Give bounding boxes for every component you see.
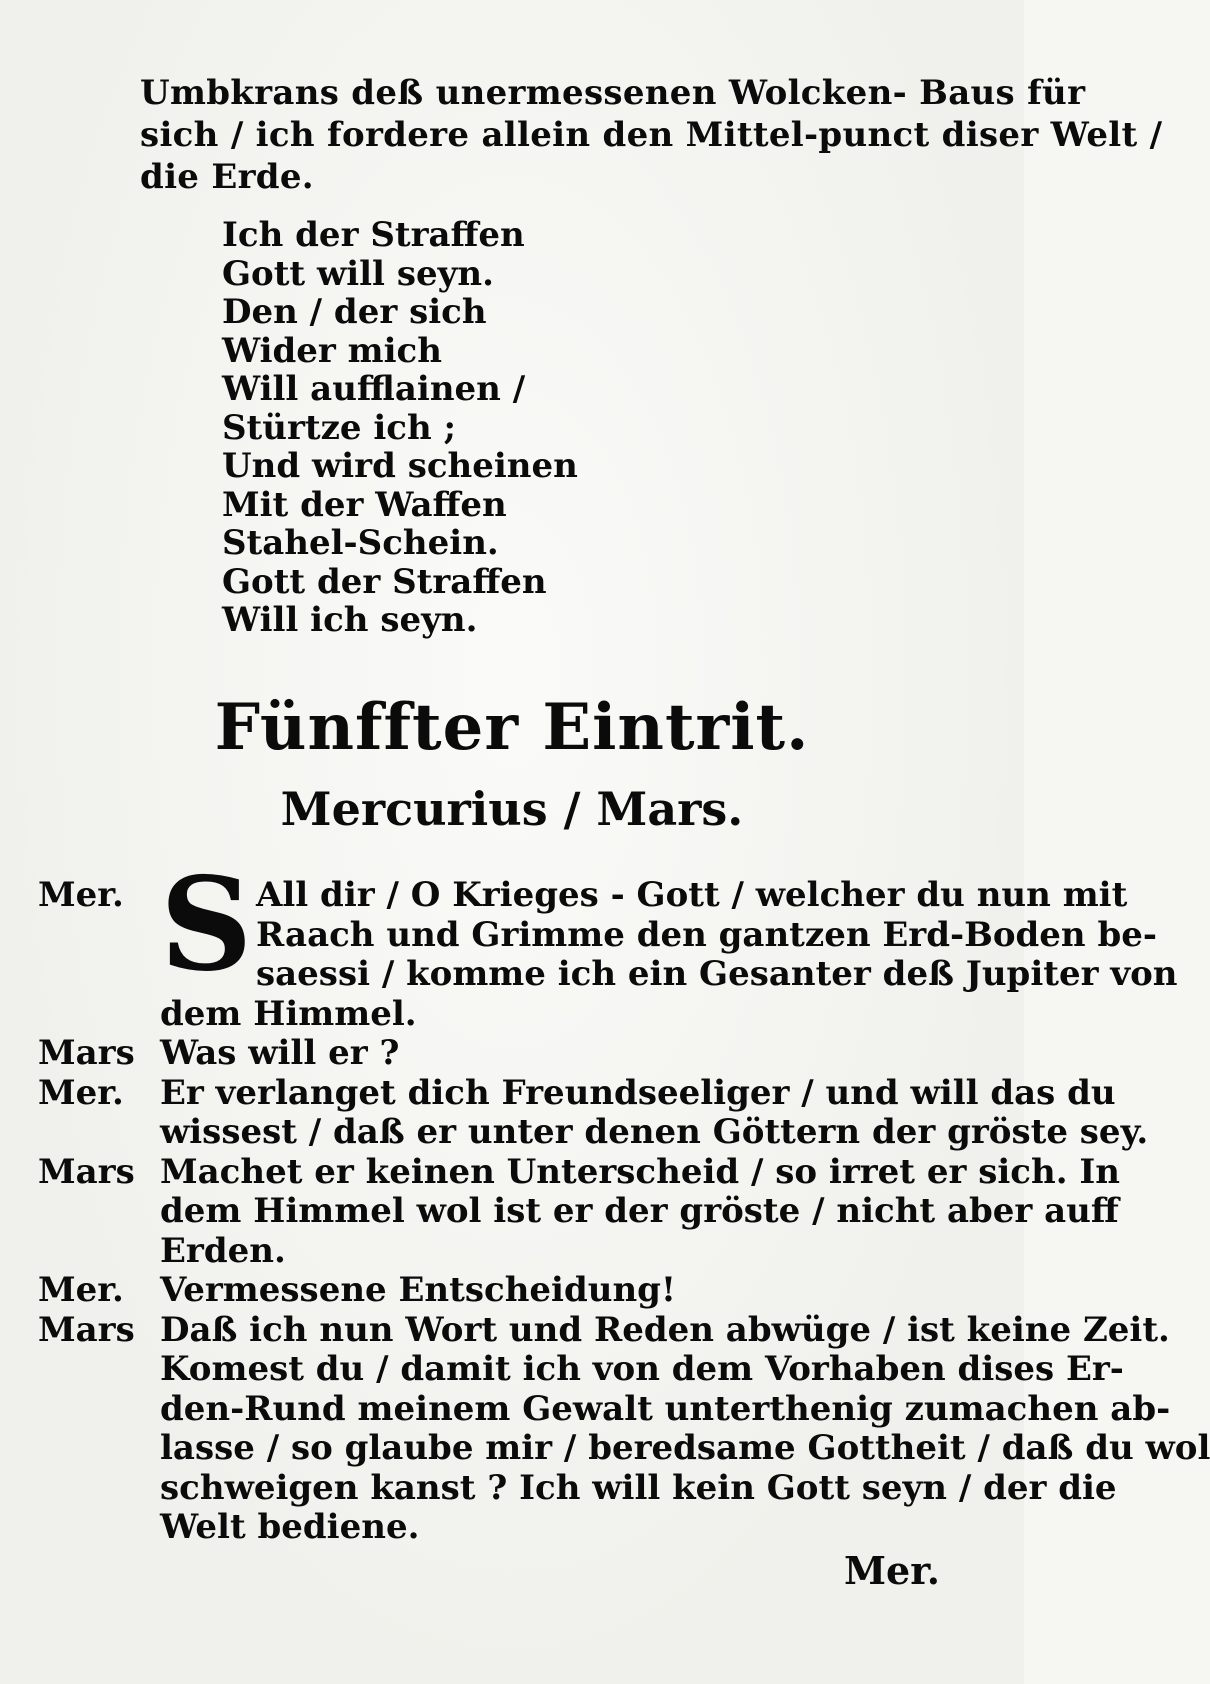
- speech-text: [160, 875, 1178, 1034]
- speech-text: [160, 1034, 938, 1074]
- verse-block: [222, 216, 578, 640]
- speech-line: All dir / O Krieges - Gott / welcher du nun mit: [256, 875, 1128, 915]
- verse-line: Ich der Straffen: [222, 215, 525, 255]
- dialogue-block: [38, 850, 1210, 1548]
- speaker-label: Mer.: [38, 1270, 124, 1310]
- catchword: Mer.: [843, 1548, 940, 1593]
- speaker-label: Mer.: [38, 875, 124, 915]
- speech-line: Komest du / damit ich von dem Vorhaben dises Er-: [160, 1349, 1124, 1389]
- speech-line: Was will er ?: [160, 1033, 400, 1073]
- speech-line: Raach und Grimme den gantzen Erd-Boden be-: [256, 914, 1157, 955]
- speech: [38, 1271, 938, 1311]
- speech-line: Welt bediene.: [160, 1507, 420, 1547]
- verse-line: Gott will seyn.: [222, 253, 494, 294]
- top-prose-paragraph: [140, 72, 1163, 198]
- verse-line: Will aufflainen /: [222, 369, 526, 409]
- prose-line: sich / ich fordere allein den Mittel-punct diser Welt /: [140, 115, 1163, 155]
- speech: [38, 850, 1178, 1034]
- speech: [38, 1072, 1149, 1153]
- prose-line: Umbkrans deß unermessenen Wolcken- Baus für: [140, 73, 1086, 113]
- speech-line: schweigen kanst ? Ich will kein Gott seyn / der die: [160, 1467, 1117, 1508]
- verse-line: Stürtze ich ;: [222, 407, 457, 448]
- speech: [38, 1034, 938, 1074]
- characters-heading: Mercurius / Mars.: [280, 782, 744, 836]
- speech-line: Daß ich nun Wort und Reden abwüge / ist keine Zeit.: [160, 1309, 1170, 1350]
- speech: [38, 1309, 1210, 1548]
- speech-text: [160, 1309, 1210, 1548]
- verse-line: Und wird scheinen: [222, 446, 578, 486]
- speech-line: den-Rund meinem Gewalt unterthenig zumachen ab-: [160, 1388, 1171, 1429]
- scene-heading: Fünffter Eintrit.: [214, 690, 810, 765]
- verse-line: Stahel-Schein.: [222, 523, 499, 563]
- speech-line: saessi / komme ich ein Gesanter deß Jupiter von: [256, 954, 1178, 994]
- speaker-label: Mars: [38, 1033, 135, 1073]
- speech-line: lasse / so glaube mir / beredsame Gottheit / daß du wol: [160, 1428, 1210, 1468]
- speech-text: [160, 1151, 1120, 1272]
- speech-line: Erden.: [160, 1230, 286, 1271]
- speech-line: dem Himmel.: [160, 993, 417, 1034]
- drop-capital: S: [160, 850, 253, 1000]
- speech: [38, 1151, 1120, 1272]
- verse-line: Will ich seyn.: [222, 600, 478, 640]
- speech-line: Vermessene Entscheidung!: [160, 1270, 676, 1310]
- verse-line: Wider mich: [222, 330, 442, 371]
- speaker-label: Mars: [38, 1151, 135, 1192]
- speech-line: Er verlanget dich Freundseeliger / und will das du: [160, 1072, 1116, 1113]
- speaker-label: Mars: [38, 1309, 135, 1350]
- prose-line: die Erde.: [140, 157, 314, 197]
- speech-line: dem Himmel wol ist er der gröste / nicht aber auff: [160, 1191, 1119, 1231]
- speaker-label: Mer.: [38, 1072, 124, 1113]
- speech-text: [160, 1271, 938, 1311]
- verse-line: Den / der sich: [222, 292, 487, 332]
- speech-text: [160, 1072, 1149, 1153]
- speech-line: Machet er keinen Unterscheid / so irret er sich. In: [160, 1151, 1120, 1192]
- speech-line: wissest / daß er unter denen Göttern der gröste sey.: [160, 1112, 1149, 1152]
- verse-line: Mit der Waffen: [222, 484, 507, 525]
- verse-line: Gott der Straffen: [222, 561, 547, 602]
